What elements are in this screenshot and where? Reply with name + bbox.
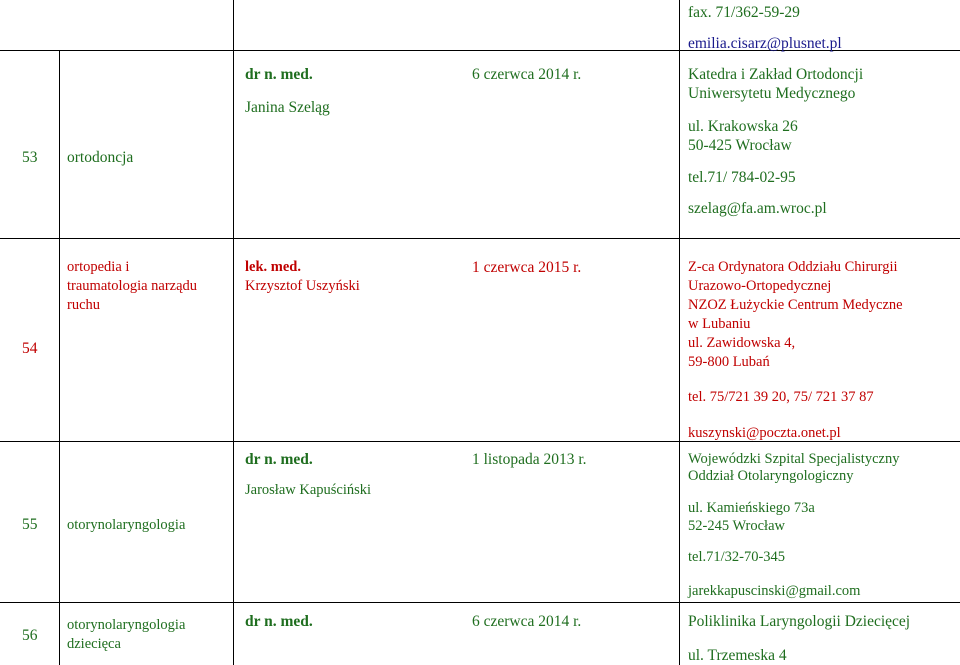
col-divider-1	[59, 50, 60, 665]
row55-address-1: ul. Kamieńskiego 73a	[688, 500, 815, 516]
row54-name: Krzysztof Uszyński	[245, 278, 360, 294]
row54-phone: tel. 75/721 39 20, 75/ 721 37 87	[688, 389, 874, 405]
row53-address-2: 50-425 Wrocław	[688, 137, 792, 154]
col-divider-3	[679, 0, 680, 665]
row54-specialty-1: ortopedia i	[67, 259, 130, 275]
row54-institution-1: Z-ca Ordynatora Oddziału Chirurgii	[688, 259, 898, 275]
row54-institution-3: NZOZ Łużyckie Centrum Medyczne	[688, 297, 903, 313]
row54-institution-2: Urazowo-Ortopedycznej	[688, 278, 832, 294]
row-divider-53-54	[0, 238, 960, 239]
row56-institution-1: Poliklinika Laryngologii Dziecięcej	[688, 613, 911, 630]
row55-email[interactable]: jarekkapuscinski@gmail.com	[688, 583, 861, 599]
row54-specialty-3: ruchu	[67, 297, 101, 313]
row53-institution-2: Uniwersytetu Medycznego	[688, 85, 856, 102]
row54-date: 1 czerwca 2015 r.	[472, 259, 582, 276]
row54-number: 54	[22, 340, 38, 357]
row54-address-1: ul. Zawidowska 4,	[688, 335, 796, 351]
row54-specialty-2: traumatologia narządu	[67, 278, 198, 294]
row55-institution-2: Oddział Otolaryngologiczny	[688, 468, 854, 484]
row-divider-55-56	[0, 602, 960, 603]
row55-name: Jarosław Kapuściński	[245, 482, 372, 498]
col-divider-2	[233, 0, 234, 665]
row53-phone: tel.71/ 784-02-95	[688, 169, 796, 186]
row54-email[interactable]: kuszynski@poczta.onet.pl	[688, 425, 841, 441]
row54-title: lek. med.	[245, 259, 301, 275]
prev-fax: fax. 71/362-59-29	[688, 4, 800, 21]
row53-name: Janina Szeląg	[245, 99, 330, 116]
row53-institution-1: Katedra i Zakład Ortodoncji	[688, 66, 864, 83]
row55-title: dr n. med.	[245, 451, 313, 468]
row56-specialty-2: dziecięca	[67, 636, 121, 652]
row55-specialty: otorynolaryngologia	[67, 517, 186, 533]
prev-email[interactable]: emilia.cisarz@plusnet.pl	[688, 35, 842, 52]
row56-address-1: ul. Trzemeska 4	[688, 647, 787, 664]
row54-institution-4: w Lubaniu	[688, 316, 751, 332]
row53-address-1: ul. Krakowska 26	[688, 118, 798, 135]
row53-title: dr n. med.	[245, 66, 313, 83]
row55-number: 55	[22, 516, 38, 533]
row54-address-2: 59-800 Lubań	[688, 354, 770, 370]
row55-institution-1: Wojewódzki Szpital Specjalistyczny	[688, 451, 900, 467]
row53-email[interactable]: szelag@fa.am.wroc.pl	[688, 200, 827, 217]
row56-title: dr n. med.	[245, 613, 313, 630]
row56-specialty-1: otorynolaryngologia	[67, 617, 186, 633]
row55-phone: tel.71/32-70-345	[688, 549, 786, 565]
row56-date: 6 czerwca 2014 r.	[472, 613, 582, 630]
row53-date: 6 czerwca 2014 r.	[472, 66, 582, 83]
row55-date: 1 listopada 2013 r.	[472, 451, 587, 468]
row53-number: 53	[22, 149, 38, 166]
row56-number: 56	[22, 627, 38, 644]
row55-address-2: 52-245 Wrocław	[688, 518, 785, 534]
row53-specialty: ortodoncja	[67, 149, 134, 166]
